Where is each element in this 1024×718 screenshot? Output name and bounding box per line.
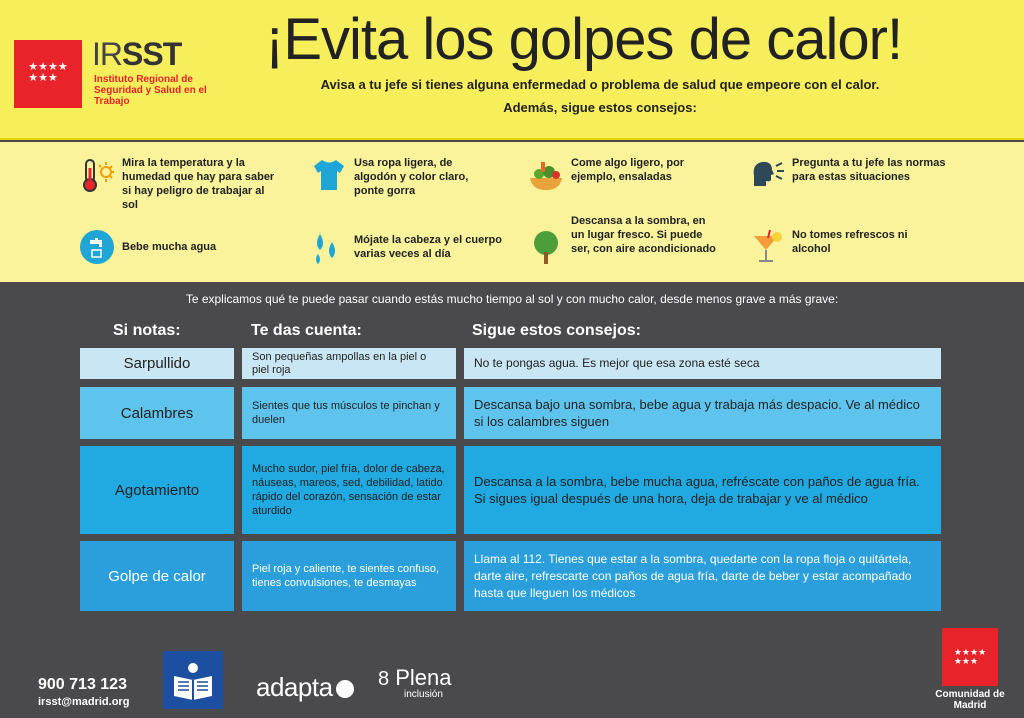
header-symptom: Si notas:: [113, 322, 181, 339]
tip-food: Come algo ligero, por ejemplo, ensaladas: [527, 156, 717, 194]
salad-icon: [527, 156, 565, 194]
thermometer-sun-icon: [78, 156, 116, 194]
tip-no-alcohol: No tomes refrescos ni alcohol: [748, 228, 948, 266]
row-3-advice: Descansa a la sombra, bebe mucha agua, refréscate con paños de agua fría. Si sigues igual después de una hora, deja de trabajar y ve al médico: [464, 446, 941, 534]
row-1-signs: Son pequeñas ampollas en la piel o piel roja: [242, 348, 456, 379]
tips-band: [0, 142, 1024, 282]
row-1-advice: No te pongas agua. Es mejor que esa zona esté seca: [464, 348, 941, 379]
row-3-symptom: Agotamiento: [80, 446, 234, 534]
email-address: irsst@madrid.org: [38, 696, 130, 708]
easy-read-logo: [163, 651, 223, 709]
comunidad-madrid-flag: ★★★★ ★★★: [942, 628, 998, 686]
row-4-advice: Llama al 112. Tienes que estar a la sombra, quedarte con la ropa floja o quitártela, darte aire, refrescarte con paños de agua fría, darte de beber y estar acompañado hasta que lleguen los médicos: [464, 541, 941, 611]
plena-inclusion-logo: 8 Plena inclusión: [378, 665, 452, 700]
comunidad-madrid-name: Comunidad de Madrid: [935, 689, 1005, 711]
page-title: ¡Evita los golpes de calor!: [265, 7, 903, 72]
water-drops-icon: [310, 228, 348, 266]
subtitle-warning: Avisa a tu jefe si tienes alguna enfermedad o problema de salud que empeore con el calor.: [320, 77, 880, 92]
row-4-symptom: Golpe de calor: [80, 541, 234, 611]
row-3-signs: Mucho sudor, piel fría, dolor de cabeza, náuseas, mareos, sed, debilidad, latido rápido del corazón, sensación de estar aturdido: [242, 446, 456, 534]
madrid-flag-logo: ★★★★ ★★★: [14, 40, 82, 108]
speaking-head-icon: [748, 156, 786, 194]
subtitle-advice: Además, sigue estos consejos:: [503, 100, 697, 115]
irsst-name: Instituto Regional de Seguridad y Salud en el Trabajo: [94, 74, 207, 107]
tip-temperature: Mira la temperatura y la humedad que hay para saber si hay peligro de trabajar al sol: [78, 156, 278, 212]
adapta-logo: adapta: [256, 672, 354, 703]
tip-shade: Descansa a la sombra, en un lugar fresco. Si puede ser, con aire acondicionado: [527, 214, 717, 266]
row-2-signs: Sientes que tus músculos te pinchan y duelen: [242, 387, 456, 439]
header-advice: Sigue estos consejos:: [472, 322, 641, 339]
header: [0, 0, 1024, 140]
irsst-logo: IRSST: [92, 36, 182, 72]
phone-number: 900 713 123: [38, 676, 127, 693]
cocktail-icon: [748, 228, 786, 266]
tip-water: Bebe mucha agua: [78, 228, 278, 266]
intro-text: Te explicamos qué te puede pasar cuando estás mucho tiempo al sol y con mucho calor, desde menos grave a más grave:: [185, 292, 839, 306]
row-2-symptom: Calambres: [80, 387, 234, 439]
row-2-advice: Descansa bajo una sombra, bebe agua y trabaja más despacio. Ve al médico si los calambres siguen: [464, 387, 941, 439]
tree-icon: [527, 228, 565, 266]
row-4-signs: Piel roja y caliente, te sientes confuso, tienes convulsiones, te desmayas: [242, 541, 456, 611]
tshirt-icon: [310, 156, 348, 194]
row-1-symptom: Sarpullido: [80, 348, 234, 379]
tip-ask-boss: Pregunta a tu jefe las normas para estas situaciones: [748, 156, 948, 194]
water-tap-icon: [78, 228, 116, 266]
header-signs: Te das cuenta:: [251, 322, 362, 339]
tip-clothing: Usa ropa ligera, de algodón y color claro, ponte gorra: [310, 156, 490, 198]
tip-wet-head: Mójate la cabeza y el cuerpo varias veces al día: [310, 228, 510, 266]
